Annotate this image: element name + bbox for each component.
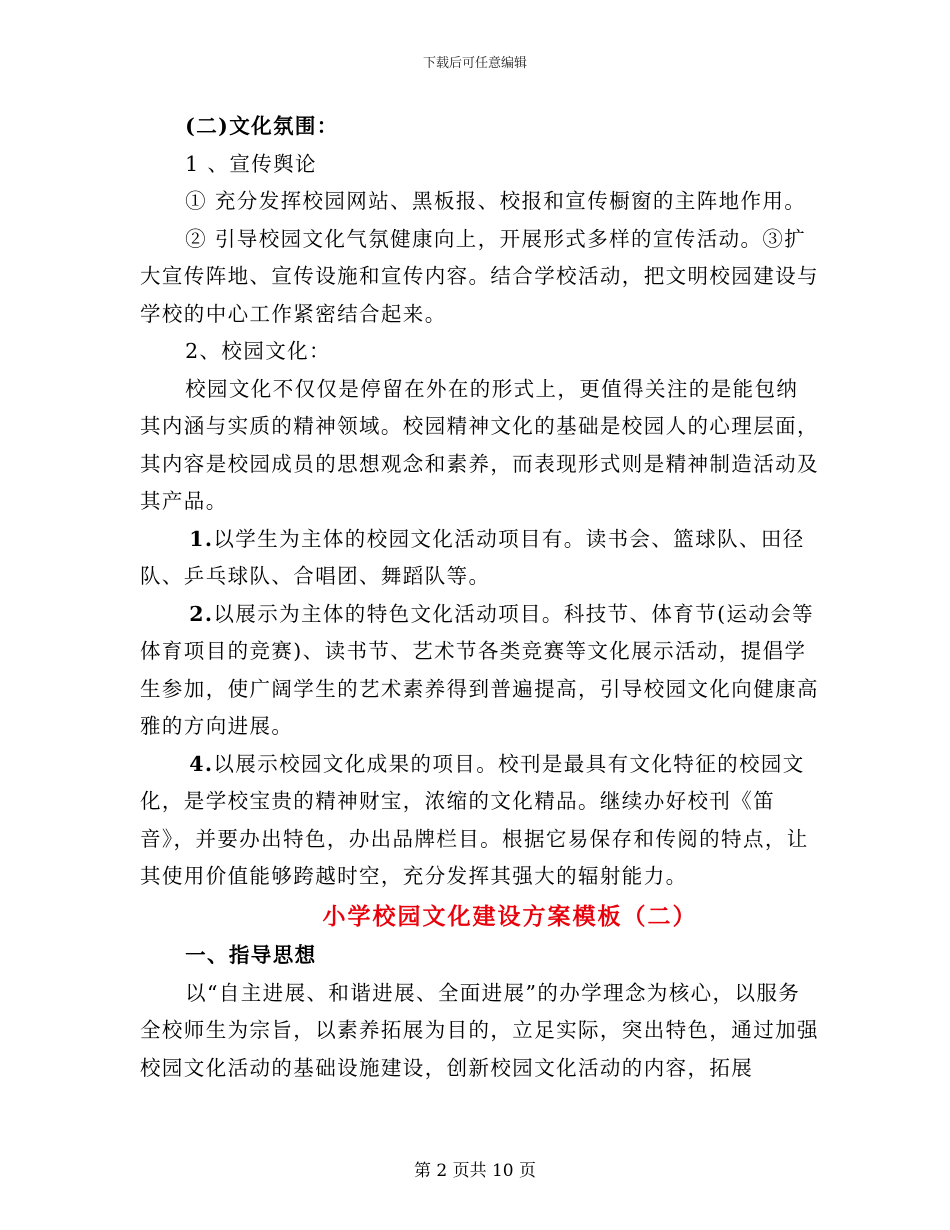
paragraph-publicity-2: ② 引导校园文化气氛健康向上，开展形式多样的宣传活动。③扩大宣传阵地、宣传设施和宣传内容。结合学校活动，把文明校园建设与学校的中心工作紧密结合起来。 bbox=[140, 226, 819, 326]
paragraph-guiding-ideology: 以“自主进展、和谐进展、全面进展”的办学理念为核心，以服务全校师生为宗旨，以素养拓展为目的，立足实际，突出特色，通过加强校园文化活动的基础设施建设，创新校园文化活动的内容，拓展 bbox=[140, 980, 819, 1080]
list-item-student-activities bbox=[140, 521, 820, 596]
list-item-culture-results bbox=[140, 746, 820, 896]
section-heading-culture-atmosphere: (二)文化氛围： bbox=[185, 114, 339, 138]
document-body bbox=[140, 108, 820, 1087]
page-header-note: 下载后可任意编辑 bbox=[422, 56, 527, 71]
list-number: 1. bbox=[189, 526, 214, 551]
list-text: 以学生为主体的校园文化活动项目有。读书会、篮球队、田径队、乒乓球队、合唱团、舞蹈队等。 bbox=[140, 526, 805, 588]
document-title: 小学校园文化建设方案模板（二） bbox=[322, 902, 698, 930]
item-heading-publicity: 1 、宣传舆论 bbox=[185, 151, 317, 176]
item-heading-campus-culture: 2、校园文化： bbox=[185, 339, 331, 363]
list-item-showcase-activities bbox=[140, 596, 820, 746]
paragraph-campus-culture: 校园文化不仅仅是停留在外在的形式上，更值得关注的是能包纳其内涵与实质的精神领域。校园精神文化的基础是校园人的心理层面，其内容是校园成员的思想观念和素养，而表现形式则是精神制造活动及其产品。 bbox=[140, 376, 819, 513]
paragraph-publicity-1: ① 充分发挥校园网站、黑板报、校报和宣传橱窗的主阵地作用。 bbox=[185, 189, 807, 213]
list-text: 以展示校园文化成果的项目。校刊是最具有文化特征的校园文化，是学校宝贵的精神财宝，浓缩的文化精品。继续办好校刊《笛音》，并要办出特色，办出品牌栏目。根据它易保存和传阅的特点，让其使用价值能够跨越时空，充分发挥其强大的辐射能力。 bbox=[140, 751, 809, 888]
list-text: 以展示为主体的特色文化活动项目。科技节、体育节(运动会等体育项目的竞赛)、读书节、艺术节各类竞赛等文化展示活动，提倡学生参加，使广阔学生的艺术素养得到普遍提高，引导校园文化向健康高雅的方向进展。 bbox=[140, 601, 819, 738]
list-number: 2. bbox=[189, 601, 214, 626]
list-number: 4. bbox=[189, 751, 214, 776]
page-number: 第 2 页共 10 页 bbox=[413, 1161, 537, 1181]
section-heading-guiding-ideology: 一、指导思想 bbox=[185, 943, 317, 967]
